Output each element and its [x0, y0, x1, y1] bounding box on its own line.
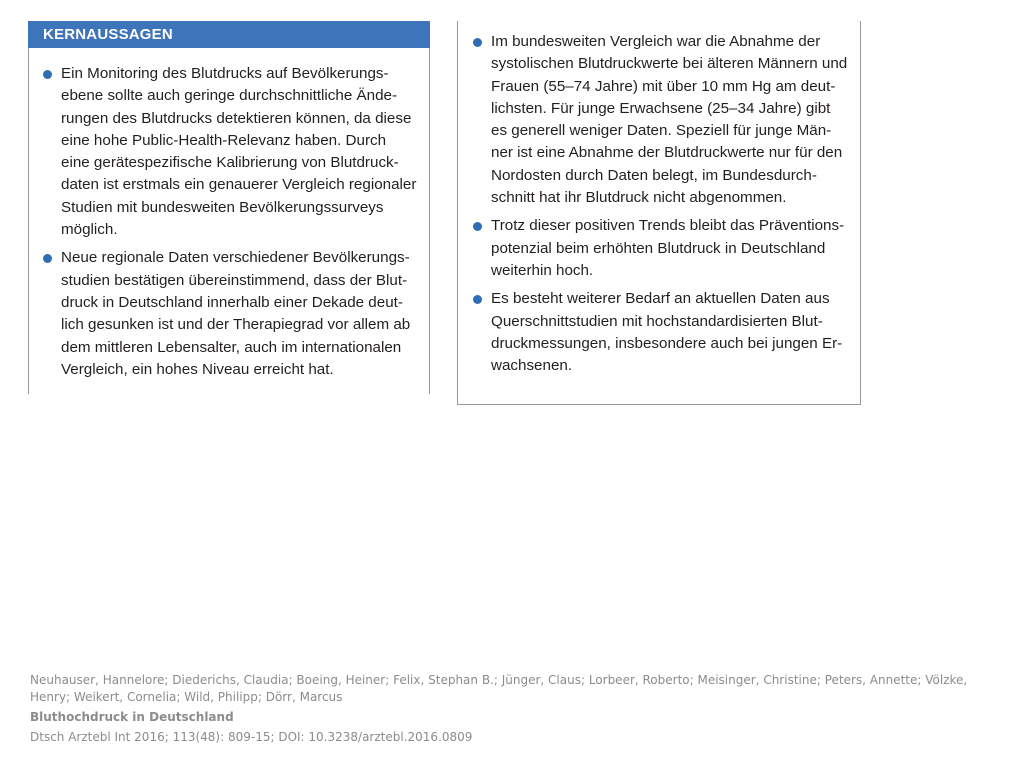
bullet-dot-icon — [473, 222, 482, 231]
bullet-item — [473, 31, 848, 209]
bullet-text: Ein Monitoring des Blutdrucks auf Bevölkerungsebene sollte auch geringe durchschnittliche Änderungen des Blutdrucks detektieren können, da diese eine hohe Public-Health-Relevanz haben. Durch eine gerätespezifische Kalibrierung von Blutdruckdaten ist erstmals ein genauerer Vergleich regionaler Studien mit bundesweiten Bevölkerungssurveys möglich. — [61, 65, 417, 239]
box-left-border — [28, 48, 29, 394]
citation-footer — [30, 672, 990, 746]
bullet-text: Trotz dieser positiven Trends bleibt das Präventionspotenzial beim erhöhten Blutdruck in Deutschland weiterhin hoch. — [491, 217, 845, 279]
bullet-dot-icon — [473, 295, 482, 304]
bullet-item — [473, 288, 848, 377]
key-statements-box-right — [457, 21, 861, 405]
right-bullet-list — [458, 21, 860, 377]
bullet-item — [43, 247, 417, 381]
bullet-item — [43, 63, 417, 241]
bullet-item — [473, 215, 848, 282]
bullet-text: Es besteht weiterer Bedarf an aktuellen Daten aus Querschnittstudien mit hochstandardisierten Blutdruckmessungen, insbesondere auch bei jungen Erwachsenen. — [491, 290, 843, 375]
citation-authors: Neuhauser, Hannelore; Diederichs, Claudia; Boeing, Heiner; Felix, Stephan B.; Jünger, Claus; Lorbeer, Roberto; Meisinger, Christine; Peters, Annette; Völzke, Henry; Weikert, Cornelia; Wild, Philipp; Dörr, Marcus — [30, 673, 968, 704]
bullet-text: Neue regionale Daten verschiedener Bevölkerungsstudien bestätigen übereinstimmend, dass der Blutdruck in Deutschland innerhalb einer Dekade deutlich gesunken ist und der Therapiegrad vor allem ab dem mittleren Lebensalter, auch im internationalen Vergleich, ein hohes Niveau erreicht hat. — [61, 249, 411, 378]
citation-title: Bluthochdruck in Deutschland — [30, 710, 234, 724]
key-statements-header: KERNAUSSAGEN — [28, 21, 430, 48]
bullet-text: Im bundesweiten Vergleich war die Abnahme der systolischen Blutdruckwerte bei älteren Männern und Frauen (55–74 Jahre) mit über 10 mm Hg am deutlichsten. Für junge Erwachsene (25–34 Jahre) gibt es generell weniger Daten. Speziell für junge Männer ist eine Abnahme der Blutdruckwerte nur für den Nordosten durch Daten belegt, im Bundesdurchschnitt hat ihr Blutdruck nicht abgenommen. — [491, 33, 848, 207]
bullet-dot-icon — [43, 70, 52, 79]
left-bullet-list — [28, 48, 429, 381]
key-statements-box-left — [28, 21, 430, 394]
citation-source: Dtsch Arztebl Int 2016; 113(48): 809-15; DOI: 10.3238/arztebl.2016.0809 — [30, 730, 473, 744]
bullet-dot-icon — [473, 38, 482, 47]
bullet-dot-icon — [43, 254, 52, 263]
